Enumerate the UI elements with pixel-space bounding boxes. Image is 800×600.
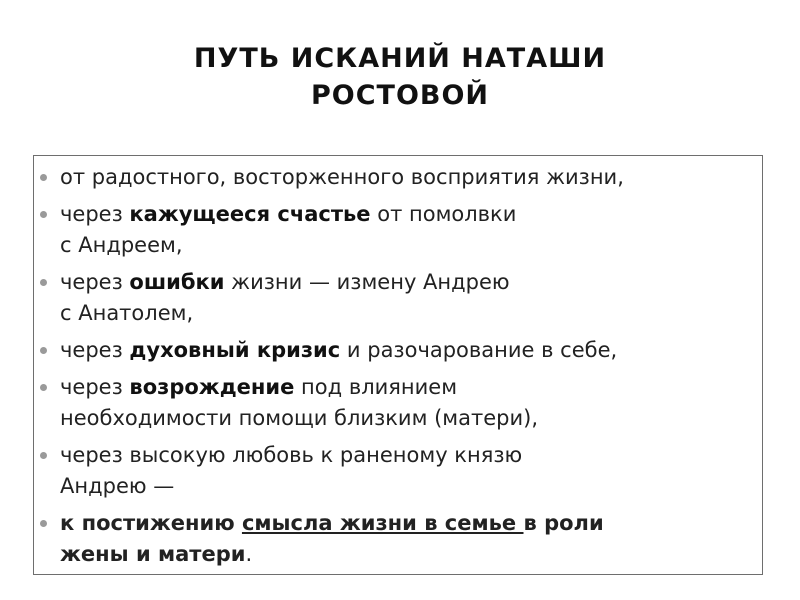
bullet-emphasis: возрождение <box>129 375 295 399</box>
bullet-item <box>36 508 762 570</box>
bullet-item <box>36 440 762 502</box>
bullet-item <box>36 199 762 261</box>
bullet-text-pre: через <box>60 375 130 399</box>
bullet-dot-icon <box>40 347 47 354</box>
title-line-1: ПУТЬ ИСКАНИЙ НАТАШИ <box>193 43 607 74</box>
bullet-dot-icon <box>40 174 47 181</box>
bullet-text-line2: жены и матери <box>60 542 246 566</box>
bullet-text: через высокую любовь к раненому князю <box>60 443 523 467</box>
bullet-text-post: жизни — измену Андрею <box>224 270 510 294</box>
bullet-text: от радостного, восторженного восприятия жизни, <box>60 165 624 189</box>
bullet-text-post: и разочарование в себе, <box>340 338 618 362</box>
bullet-emphasis: кажущееся счастье <box>129 202 371 226</box>
bullet-text-line2: с Андреем, <box>60 233 183 257</box>
bullet-text-post: от помолвки <box>370 202 517 226</box>
bullet-dot-icon <box>40 384 47 391</box>
bullet-dot-icon <box>40 520 47 527</box>
bullet-dot-icon <box>40 279 47 286</box>
bullet-text-line2: Андрею — <box>60 474 175 498</box>
bullet-text-post: под влиянием <box>294 375 458 399</box>
bullet-underlined: смысла жизни в семье <box>241 511 524 535</box>
bullet-dot-icon <box>40 211 47 218</box>
bullet-text-line2: с Анатолем, <box>60 301 194 325</box>
bullet-text-pre: через <box>60 202 130 226</box>
bullet-emphasis: ошибки <box>129 270 225 294</box>
bullet-item <box>36 372 762 434</box>
bullet-text-pre: через <box>60 338 130 362</box>
content-box <box>33 155 763 575</box>
bullet-item <box>36 162 762 193</box>
bullet-text-post: в роли <box>523 511 604 535</box>
bullet-item <box>36 335 762 366</box>
bullet-list <box>34 156 762 570</box>
bullet-text-line2: необходимости помощи близким (матери), <box>60 406 538 430</box>
bullet-dot-icon <box>40 452 47 459</box>
bullet-text-pre: через <box>60 270 130 294</box>
slide-title <box>0 40 800 114</box>
bullet-emphasis: духовный кризис <box>129 338 341 362</box>
bullet-item <box>36 267 762 329</box>
bullet-text-pre: к постижению <box>60 511 242 535</box>
bullet-text-end: . <box>245 542 253 566</box>
title-line-2: РОСТОВОЙ <box>310 80 490 111</box>
